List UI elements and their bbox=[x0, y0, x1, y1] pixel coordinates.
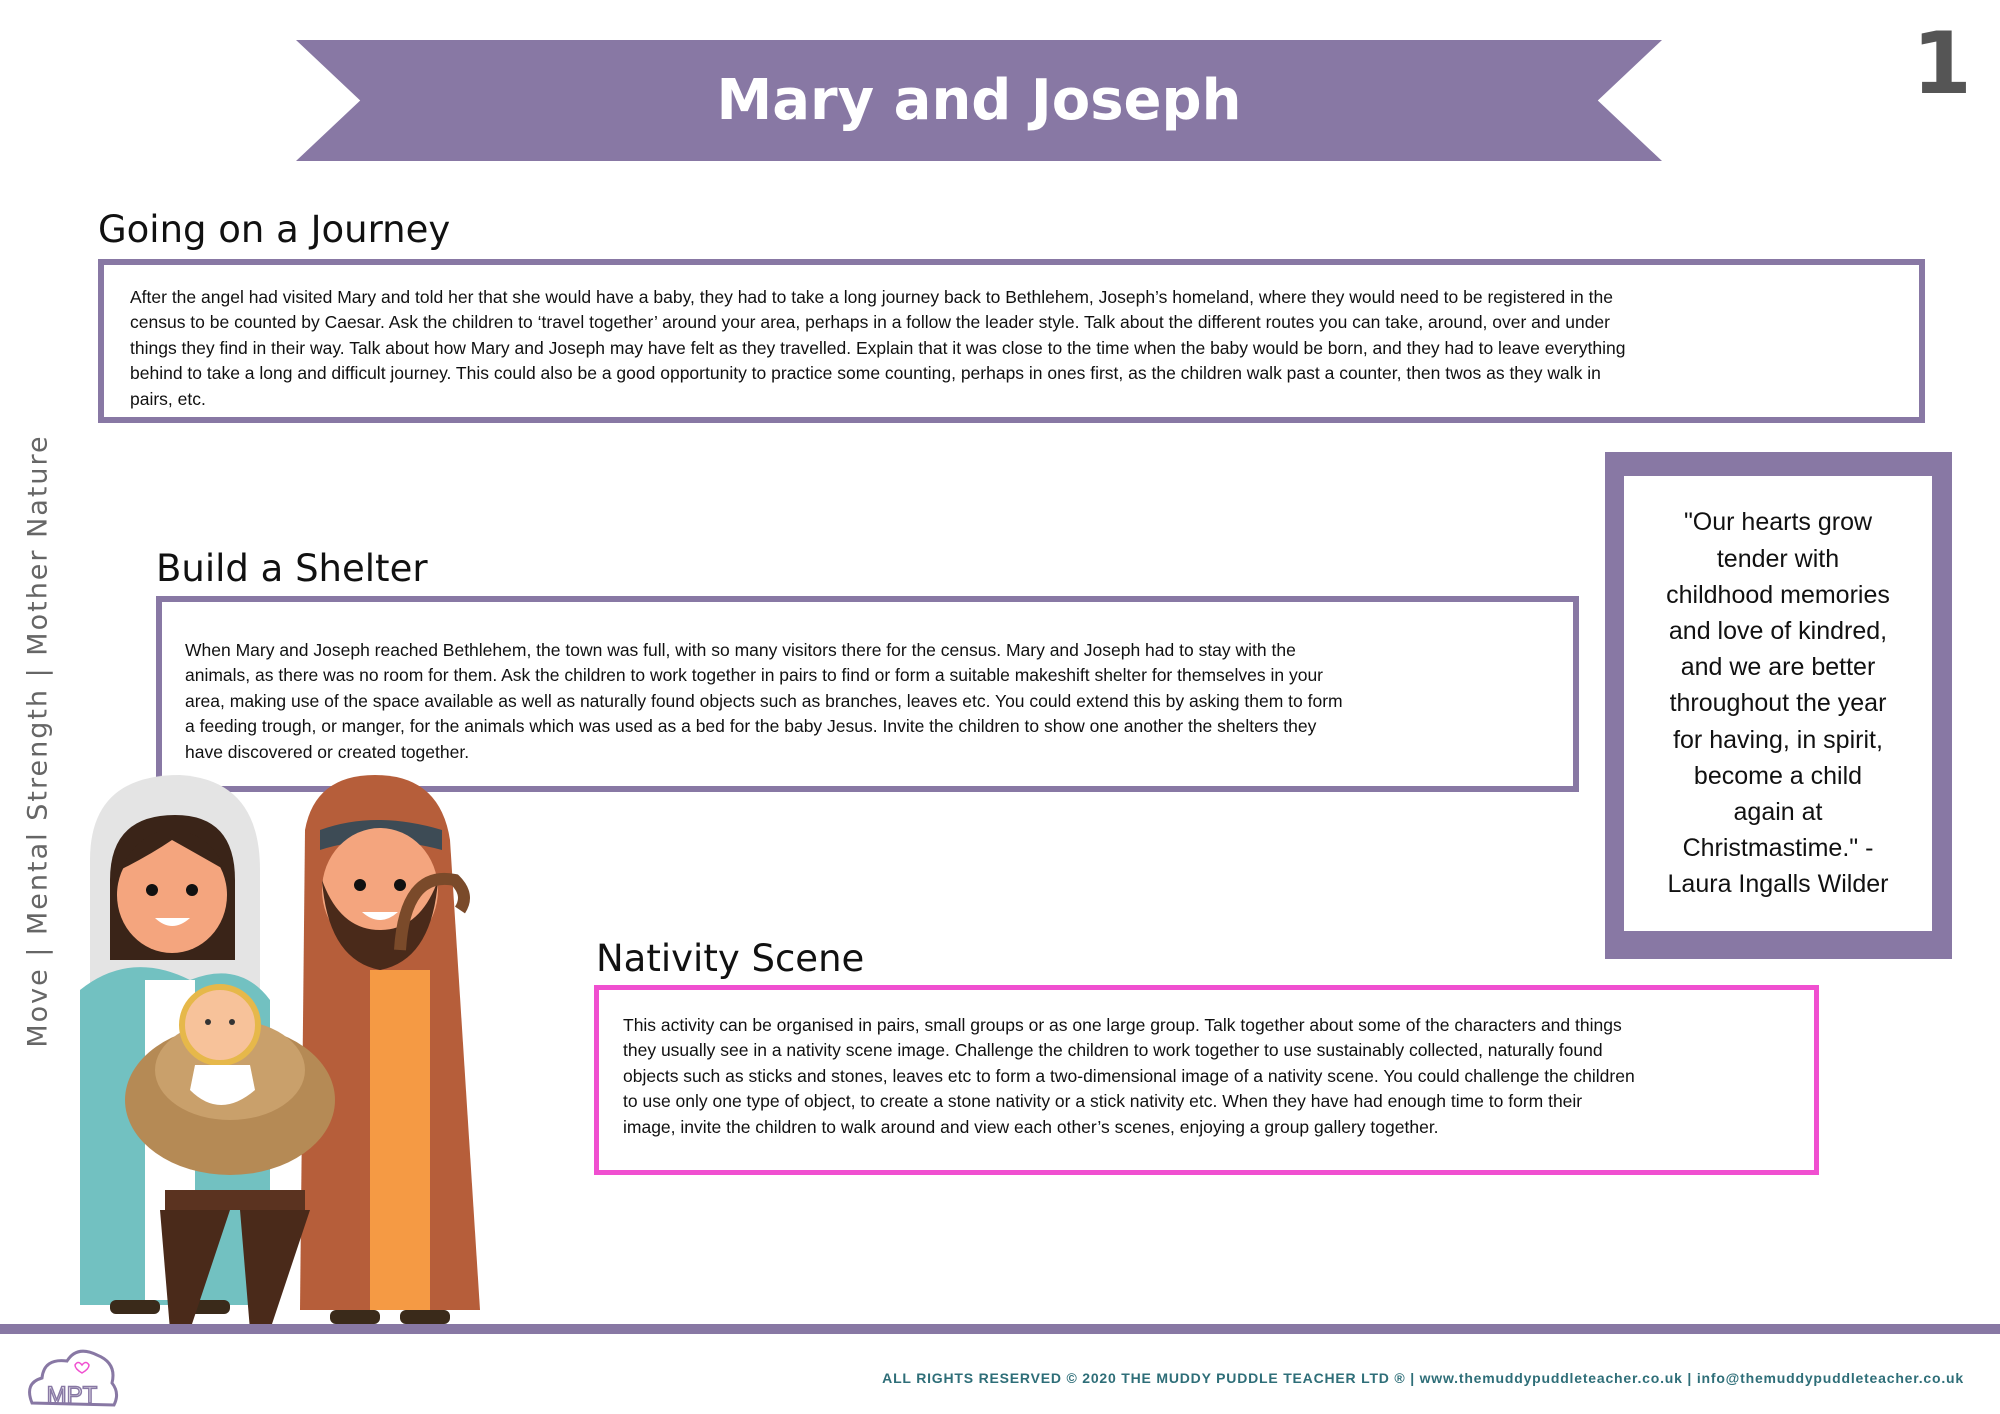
quote-line: and we are better bbox=[1680, 653, 1876, 682]
quote-line: Christmastime." - bbox=[1682, 834, 1874, 863]
section-box-shelter bbox=[156, 596, 1579, 792]
text-line: pairs, etc. bbox=[130, 388, 206, 409]
text-line: census to be counted by Caesar. Ask the children to ‘travel together’ around your area, perhaps in a follow the leader style. Talk about the different routes you can take, around, over and under bbox=[130, 312, 1610, 333]
footer-copyright: ALL RIGHTS RESERVED © 2020 THE MUDDY PUDDLE TEACHER LTD ® | www.themuddypuddleteacher.co.uk | info@themuddypuddleteacher.co.uk bbox=[882, 1370, 1964, 1386]
text-line: area, making use of the space available as well as naturally found objects such as branches, leaves etc. You could extend this by asking them to form bbox=[185, 690, 1343, 711]
text-line: have discovered or created together. bbox=[185, 741, 470, 762]
quote-line: childhood memories bbox=[1666, 580, 1890, 609]
quote-line: Laura Ingalls Wilder bbox=[1667, 870, 1889, 899]
quote-text bbox=[1666, 504, 1890, 902]
quote-line: "Our hearts grow bbox=[1683, 508, 1873, 537]
section-box-journey bbox=[98, 259, 1925, 423]
footer-divider bbox=[0, 1324, 2000, 1334]
text-line: a feeding trough, or manger, for the animals which was used as a bed for the baby Jesus. Invite the children to show one another the shelters they bbox=[185, 716, 1317, 737]
page-title: Mary and Joseph bbox=[716, 68, 1242, 133]
svg-text:MPT: MPT bbox=[46, 1382, 98, 1409]
text-line: After the angel had visited Mary and told her that she would have a baby, they had to take a long journey back to Bethlehem, Joseph’s homeland, where they would need to be registered in the bbox=[130, 287, 1613, 307]
joseph-figure bbox=[300, 775, 480, 1324]
quote-line: and love of kindred, bbox=[1668, 616, 1888, 645]
quote-box bbox=[1624, 476, 1932, 931]
quote-line: throughout the year bbox=[1669, 689, 1887, 718]
section-text-journey bbox=[130, 285, 1919, 412]
text-line: things they find in their way. Talk about how Mary and Joseph may have felt as they travelled. Explain that it was close to the time when the baby would be born, and they had to leave everything bbox=[130, 337, 1626, 358]
text-line: image, invite the children to walk around and view each other’s scenes, enjoying a group gallery together. bbox=[623, 1116, 1439, 1137]
section-heading-journey: Going on a Journey bbox=[98, 208, 451, 251]
quote-line: again at bbox=[1733, 798, 1823, 826]
text-line: animals, as there was no room for them. Ask the children to work together in pairs to find or form a suitable makeshift shelter for themselves in your bbox=[185, 665, 1324, 686]
section-heading-shelter: Build a Shelter bbox=[156, 547, 428, 590]
quote-line: tender with bbox=[1716, 544, 1840, 573]
side-label: Move | Mental Strength | Mother Nature bbox=[22, 434, 54, 1048]
text-line: objects such as sticks and stones, leaves etc to form a two-dimensional image of a nativity scene. You could challenge the children bbox=[623, 1065, 1635, 1086]
page-number: 1 bbox=[1912, 14, 1972, 114]
quote-line: become a child bbox=[1693, 761, 1863, 790]
text-line: to use only one type of object, to create a stone nativity or a stick nativity etc. When they have had enough time to form their bbox=[623, 1091, 1583, 1112]
mary-joseph-illustration bbox=[70, 770, 500, 1335]
section-heading-nativity: Nativity Scene bbox=[596, 937, 865, 980]
text-line: This activity can be organised in pairs, small groups or as one large group. Talk together about some of the characters and things bbox=[623, 1015, 1622, 1035]
section-text-nativity bbox=[623, 1013, 1814, 1140]
section-text-shelter bbox=[185, 638, 1573, 765]
text-line: they usually see in a nativity scene image. Challenge the children to work together to use sustainably collected, naturally found bbox=[623, 1040, 1603, 1061]
text-line: behind to take a long and difficult journey. This could also be a good opportunity to practice some counting, perhaps in ones first, as the children walk past a counter, then twos as they walk in bbox=[130, 363, 1601, 384]
section-box-nativity bbox=[594, 985, 1819, 1175]
mpt-logo bbox=[22, 1343, 122, 1411]
quote-line: for having, in spirit, bbox=[1673, 725, 1883, 754]
text-line: When Mary and Joseph reached Bethlehem, the town was full, with so many visitors there for the census. Mary and Joseph had to stay with the bbox=[185, 640, 1296, 660]
